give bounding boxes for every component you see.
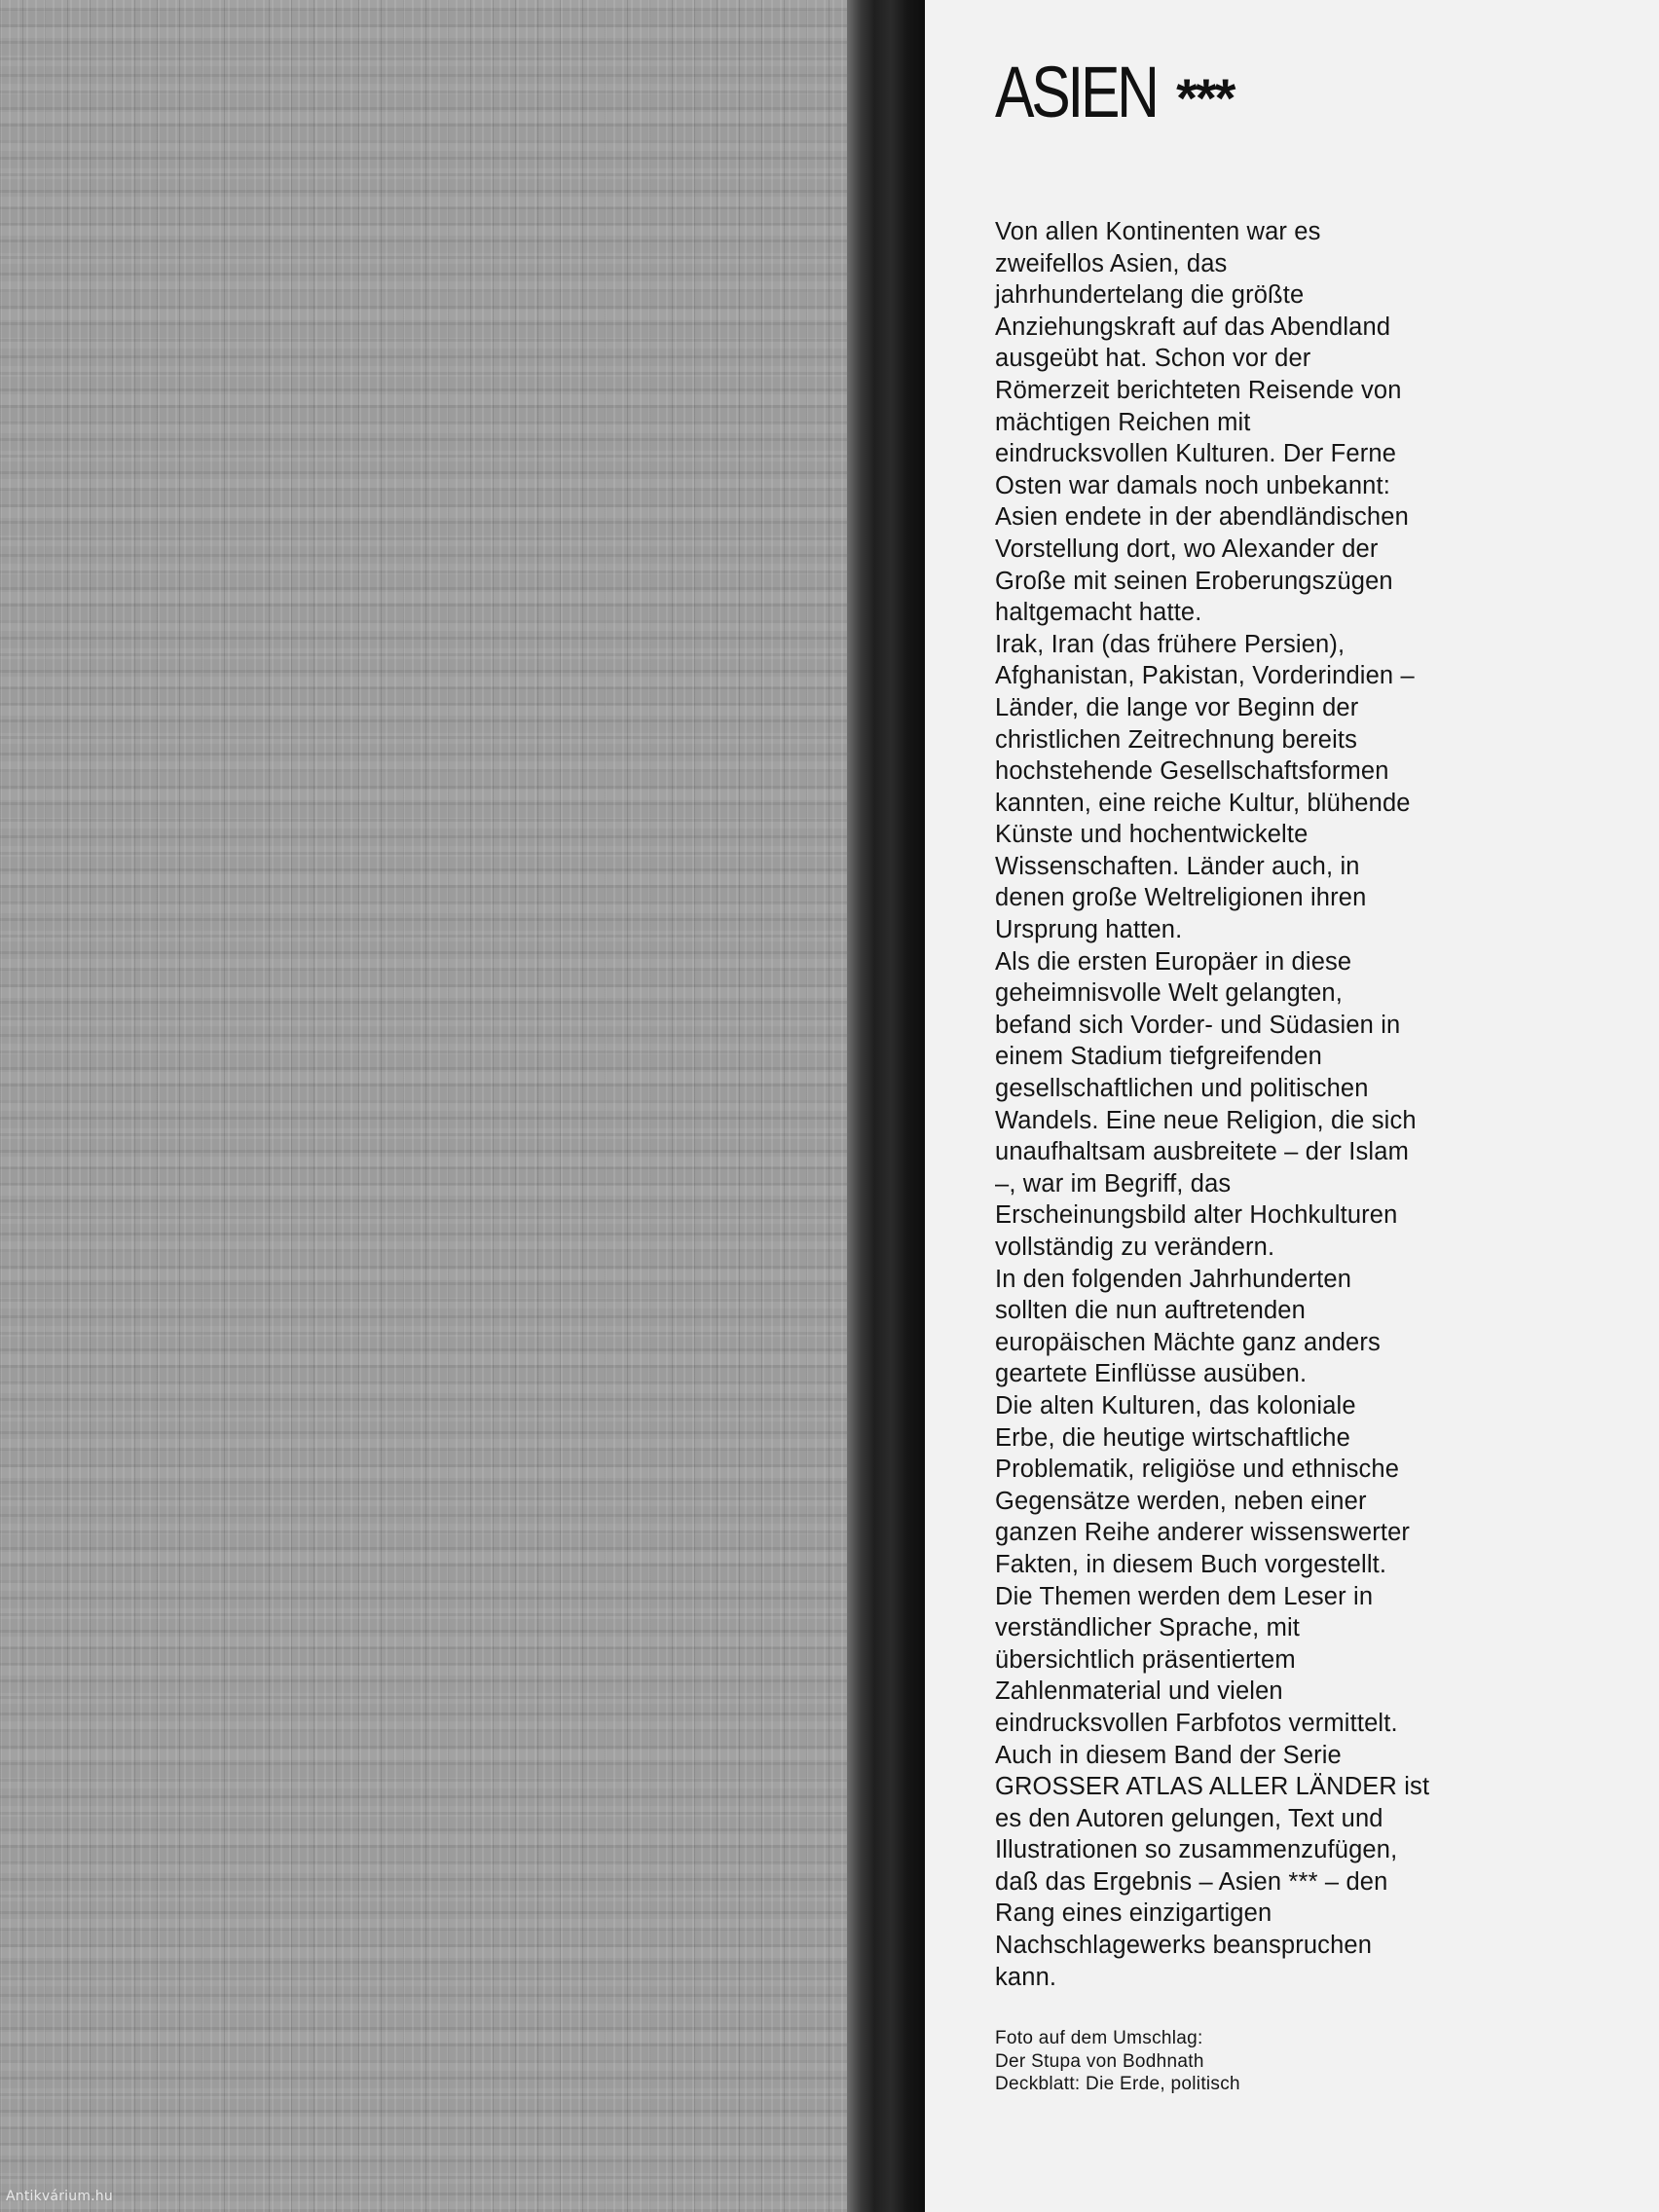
body-line: Wissenschaften. Länder auch, in xyxy=(995,852,1360,880)
body-line: unaufhaltsam ausbreitete – der Islam xyxy=(995,1138,1409,1166)
body-line: –, war im Begriff, das xyxy=(995,1169,1232,1198)
body-line: haltgemacht hatte. xyxy=(995,599,1202,627)
body-line: kann. xyxy=(995,1963,1057,1991)
body-line: Künste und hochentwickelte xyxy=(995,821,1309,849)
body-line: Anziehungskraft auf das Abendland xyxy=(995,313,1391,341)
photo-caption xyxy=(995,2027,1501,2096)
body-line: Erbe, die heutige wirtschaftliche xyxy=(995,1423,1350,1452)
body-line: gesellschaftlichen und politischen xyxy=(995,1075,1369,1103)
body-line: zweifellos Asien, das xyxy=(995,249,1228,277)
body-line: jahrhundertelang die größte xyxy=(995,281,1305,310)
body-line: sollten die nun auftretenden xyxy=(995,1297,1306,1325)
body-line: Von allen Kontinenten war es xyxy=(995,218,1321,245)
body-line: christlichen Zeitrechnung bereits xyxy=(995,725,1358,754)
body-line: es den Autoren gelungen, Text und xyxy=(995,1804,1383,1832)
body-line: Afghanistan, Pakistan, Vorderindien – xyxy=(995,662,1415,690)
body-line: eindrucksvollen Kulturen. Der Ferne xyxy=(995,440,1397,468)
body-line: Vorstellung dort, wo Alexander der xyxy=(995,535,1379,563)
body-line: Ursprung hatten. xyxy=(995,916,1183,944)
body-line: Länder, die lange vor Beginn der xyxy=(995,693,1359,721)
title-row xyxy=(995,52,1235,144)
body-line: Gegensätze werden, neben einer xyxy=(995,1487,1367,1515)
body-line: Zahlenmaterial und vielen xyxy=(995,1677,1283,1706)
body-line: Illustrationen so zusammenzufügen, xyxy=(995,1836,1398,1864)
body-line: übersichtlich präsentiertem xyxy=(995,1645,1296,1674)
body-line: Große mit seinen Eroberungszügen xyxy=(995,567,1393,595)
body-line: mächtigen Reichen mit xyxy=(995,408,1251,436)
body-line: Problematik, religiöse und ethnische xyxy=(995,1456,1400,1484)
body-line: daß das Ergebnis – Asien *** – den xyxy=(995,1867,1388,1896)
body-line: europäischen Mächte ganz anders xyxy=(995,1328,1381,1356)
book-spine-edge xyxy=(847,0,925,2212)
title-stars: *** xyxy=(1176,67,1235,129)
body-line: In den folgenden Jahrhunderten xyxy=(995,1265,1352,1293)
body-line: verständlicher Sprache, mit xyxy=(995,1614,1301,1642)
body-line: einem Stadium tiefgreifenden xyxy=(995,1043,1322,1071)
body-line: Als die ersten Europäer in diese xyxy=(995,947,1352,976)
body-line: befand sich Vorder- und Südasien in xyxy=(995,1011,1401,1039)
body-line: Fakten, in diesem Buch vorgestellt. xyxy=(995,1550,1387,1578)
body-line: Erscheinungsbild alter Hochkulturen xyxy=(995,1201,1398,1230)
body-line: eindrucksvollen Farbfotos vermittelt. xyxy=(995,1709,1398,1737)
body-line: geartete Einflüsse ausüben. xyxy=(995,1360,1308,1388)
body-line: Rang eines einzigartigen xyxy=(995,1899,1272,1928)
text-page xyxy=(925,0,1659,2212)
page-title: ASIEN xyxy=(995,52,1157,132)
body-line: vollständig zu verändern. xyxy=(995,1234,1275,1261)
body-text xyxy=(995,216,1521,1993)
body-line: Römerzeit berichteten Reisende von xyxy=(995,376,1402,404)
body-line: Auch in diesem Band der Serie xyxy=(995,1741,1342,1769)
body-line: ausgeübt hat. Schon vor der xyxy=(995,345,1311,373)
body-line: Irak, Iran (das frühere Persien), xyxy=(995,630,1346,658)
body-line: kannten, eine reiche Kultur, blühende xyxy=(995,789,1411,817)
body-line: geheimnisvolle Welt gelangten, xyxy=(995,979,1343,1008)
body-line: Die Themen werden dem Leser in xyxy=(995,1582,1374,1610)
watermark: Antikvárium.hu xyxy=(6,2189,113,2204)
body-line: Die alten Kulturen, das koloniale xyxy=(995,1391,1356,1419)
body-line: Osten war damals noch unbekannt: xyxy=(995,471,1390,499)
body-line: Asien endete in der abendländischen xyxy=(995,503,1409,532)
body-line: Wandels. Eine neue Religion, die sich xyxy=(995,1106,1417,1134)
caption-line: Der Stupa von Bodhnath xyxy=(995,2050,1204,2072)
caption-line: Foto auf dem Umschlag: xyxy=(995,2028,1203,2048)
body-line: hochstehende Gesellschaftsformen xyxy=(995,757,1389,786)
caption-line: Deckblatt: Die Erde, politisch xyxy=(995,2074,1240,2094)
body-line: ganzen Reihe anderer wissenswerter xyxy=(995,1519,1411,1547)
body-line: Nachschlagewerks beanspruchen xyxy=(995,1932,1373,1960)
body-line: GROSSER ATLAS ALLER LÄNDER ist xyxy=(995,1773,1430,1801)
body-line: denen große Weltreligionen ihren xyxy=(995,884,1367,912)
